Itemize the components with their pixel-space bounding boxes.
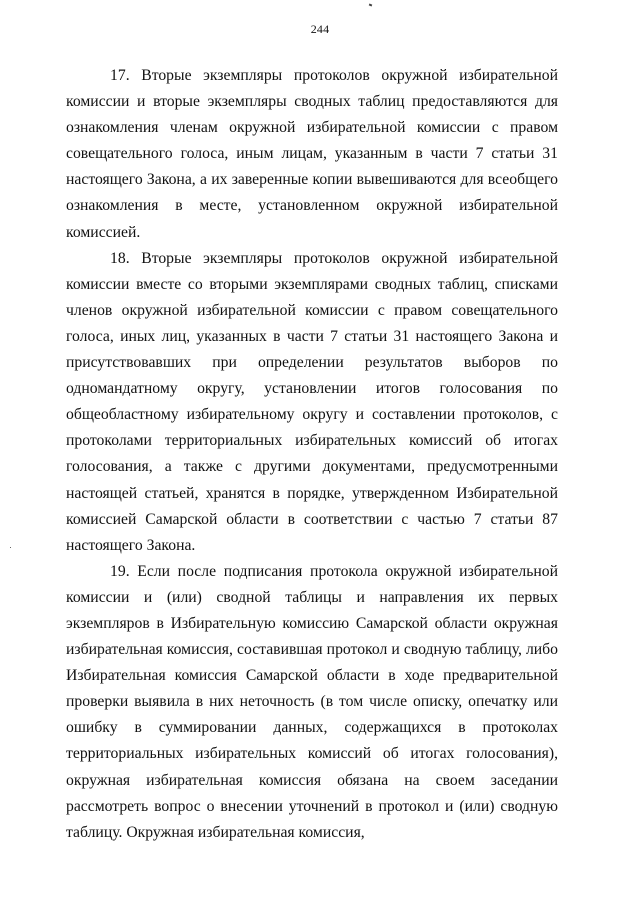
paragraph-19: 19. Если после подписания протокола окружной избирательной комиссии и (или) сводной таблицы и направления их первых экземпляров в Избирательную комиссию Самарской области окружная избирательная комиссия, составившая протокол и сводную таблицу, либо Избирательная комиссия Самарской области в ходе предварительной проверки выявила в них неточность (в том числе описку, опечатку или ошибку в суммировании данных, содержащихся в протоколах территориальных избирательных комиссий об итогах голосования), окружная избирательная комиссия обязана на своем заседании рассмотреть вопрос о внесении уточнений в протокол и (или) сводную таблицу. Окружная избирательная комиссия, [66,562,558,841]
paragraph-17: 17. Вторые экземпляры протоколов окружной избирательной комиссии и вторые экземпляры сводных таблиц предоставляются для ознакомления членам окружной избирательной комиссии с правом совещательного голоса, иным лицам, указанным в части 7 статьи 31 настоящего Закона, а их заверенные копии вывешиваются для всеобщего ознакомления в месте, установленном окружной избирательной комиссией. [66,67,558,241]
paragraph-18: 18. Вторые экземпляры протоколов окружной избирательной комиссии вместе со вторыми экземплярами сводных таблиц, списками членов окружной избирательной комиссии с правом совещательного голоса, иных лиц, указанных в части 7 статьи 31 настоящего Закона и присутствовавших при определении результатов выборов по одномандатному округу, установлении итогов голосования по общеобластному избирательному округу и составлении протоколов, с протоколами территориальных избирательных комиссий об итогах голосования, а также с другими документами, предусмотренными настоящей статьей, хранятся в порядке, утвержденном Избирательной комиссией Самарской области в соответствии с частью 7 статьи 87 настоящего Закона. [66,249,558,554]
margin-dot [10,547,11,548]
document-body [66,63,558,846]
page-number: 244 [310,22,330,36]
scan-mark [369,4,373,7]
